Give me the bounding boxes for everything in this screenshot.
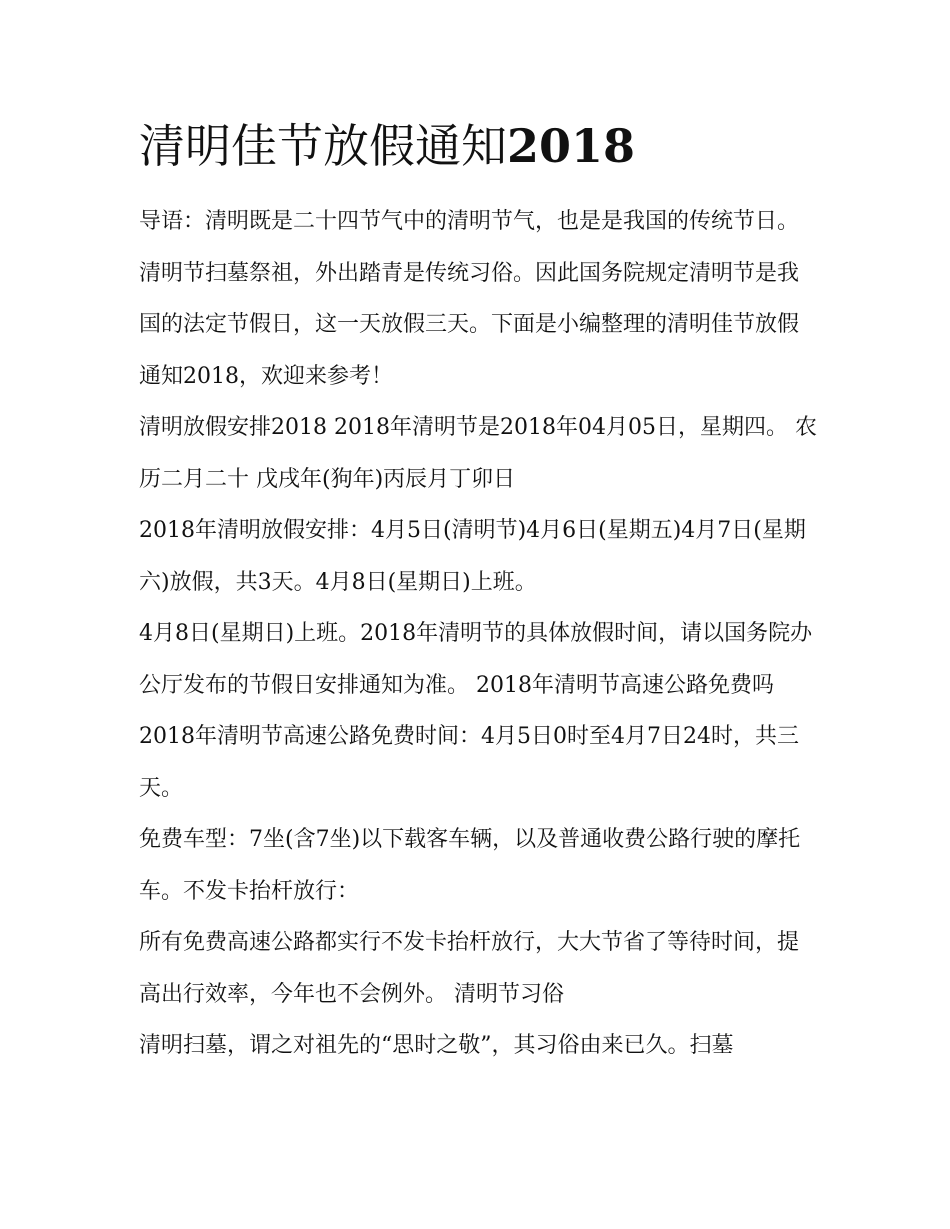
paragraph-toll-free-time: 2018年清明节高速公路免费时间：4月5日0时至4月7日24时，共三天。 (139, 724, 799, 801)
document-body (139, 196, 819, 1072)
title-year-text: 2018 (507, 119, 636, 173)
paragraph-vehicle-types: 免费车型：7坐(含7坐)以下载客车辆，以及普通收费公路行驶的摩托车。不发卡抬杆放行： (139, 827, 801, 904)
paragraph-holiday-date: 清明放假安排2018 2018年清明节是2018年04月05日，星期四。 农历二月二十 戊戌年(狗年)丙辰月丁卯日 (139, 415, 817, 492)
document-title (139, 116, 635, 176)
paragraph-intro: 导语：清明既是二十四节气中的清明节气，也是是我国的传统节日。清明节扫墓祭祖，外出踏青是传统习俗。因此国务院规定清明节是我国的法定节假日，这一天放假三天。下面是小编整理的清明佳节放假通知2018，欢迎来参考！ (139, 209, 800, 389)
title-main-text: 清明佳节放假通知 (139, 119, 507, 173)
paragraph-work-day: 4月8日(星期日)上班。2018年清明节的具体放假时间，请以国务院办公厅发布的节假日安排通知为准。 2018年清明节高速公路免费吗 (139, 621, 813, 698)
paragraph-holiday-schedule: 2018年清明放假安排：4月5日(清明节)4月6日(星期五)4月7日(星期六)放假，共3天。4月8日(星期日)上班。 (139, 518, 806, 595)
paragraph-customs: 清明扫墓，谓之对祖先的“思时之敬”，其习俗由来已久。扫墓 (139, 1033, 734, 1058)
paragraph-no-card: 所有免费高速公路都实行不发卡抬杆放行，大大节省了等待时间，提高出行效率，今年也不会例外。 清明节习俗 (139, 930, 800, 1007)
